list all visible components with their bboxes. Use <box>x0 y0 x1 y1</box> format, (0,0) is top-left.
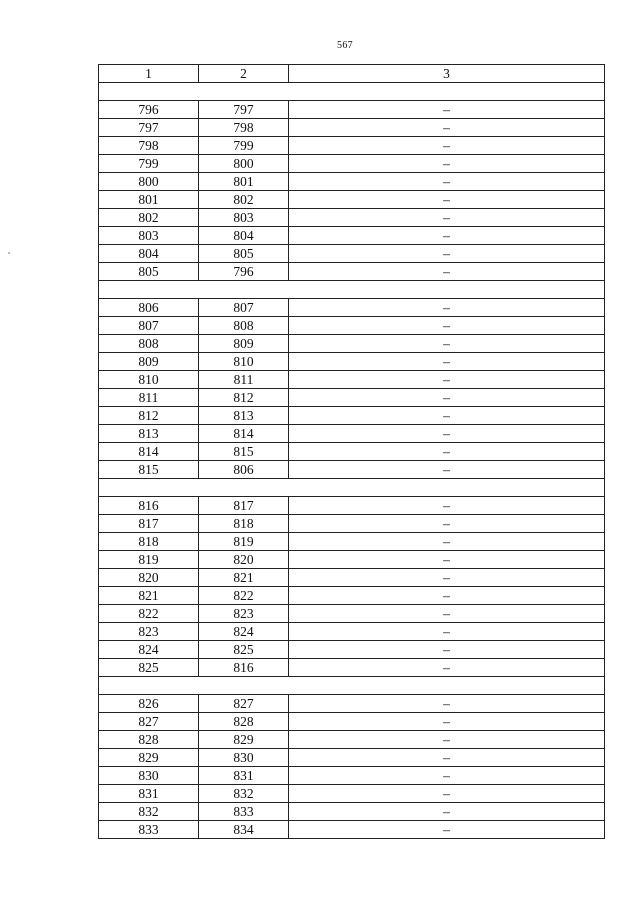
cell-col-1: 796 <box>99 101 199 119</box>
cell-col-3: – <box>289 569 605 587</box>
cell-col-1: 825 <box>99 659 199 677</box>
cell-col-1: 827 <box>99 713 199 731</box>
cell-col-3: – <box>289 209 605 227</box>
cell-col-3: – <box>289 623 605 641</box>
cell-col-2: 802 <box>199 191 289 209</box>
cell-col-3: – <box>289 263 605 281</box>
cell-col-2: 823 <box>199 605 289 623</box>
cell-col-1: 799 <box>99 155 199 173</box>
cell-col-2: 796 <box>199 263 289 281</box>
cell-col-2: 822 <box>199 587 289 605</box>
table-row <box>99 335 605 353</box>
group-separator-cell <box>99 281 605 299</box>
cell-col-3: – <box>289 317 605 335</box>
group-separator-row <box>99 677 605 695</box>
cell-col-2: 820 <box>199 551 289 569</box>
cell-col-3: – <box>289 551 605 569</box>
table-row <box>99 407 605 425</box>
cell-col-3: – <box>289 461 605 479</box>
cell-col-2: 832 <box>199 785 289 803</box>
cell-col-1: 814 <box>99 443 199 461</box>
group-separator-row <box>99 281 605 299</box>
cell-col-2: 803 <box>199 209 289 227</box>
cell-col-2: 814 <box>199 425 289 443</box>
column-header-1: 1 <box>99 65 199 83</box>
group-separator-cell <box>99 479 605 497</box>
cell-col-2: 833 <box>199 803 289 821</box>
table-row <box>99 533 605 551</box>
group-separator-cell <box>99 677 605 695</box>
cell-col-3: – <box>289 137 605 155</box>
cell-col-2: 817 <box>199 497 289 515</box>
table-row <box>99 497 605 515</box>
cell-col-3: – <box>289 515 605 533</box>
cell-col-3: – <box>289 245 605 263</box>
cell-col-3: – <box>289 497 605 515</box>
table-row <box>99 119 605 137</box>
cell-col-1: 829 <box>99 749 199 767</box>
cell-col-2: 810 <box>199 353 289 371</box>
cell-col-3: – <box>289 119 605 137</box>
group-separator-cell <box>99 83 605 101</box>
scan-speck <box>8 252 10 254</box>
table-row <box>99 461 605 479</box>
cell-col-3: – <box>289 533 605 551</box>
cell-col-2: 808 <box>199 317 289 335</box>
cell-col-1: 831 <box>99 785 199 803</box>
cell-col-1: 811 <box>99 389 199 407</box>
cell-col-2: 819 <box>199 533 289 551</box>
cell-col-3: – <box>289 821 605 839</box>
cell-col-1: 802 <box>99 209 199 227</box>
document-sheet <box>98 64 604 839</box>
cell-col-1: 807 <box>99 317 199 335</box>
cell-col-2: 801 <box>199 173 289 191</box>
table-row <box>99 425 605 443</box>
group-separator-row <box>99 479 605 497</box>
cell-col-3: – <box>289 353 605 371</box>
cell-col-1: 832 <box>99 803 199 821</box>
table-row <box>99 443 605 461</box>
cell-col-1: 810 <box>99 371 199 389</box>
cell-col-1: 809 <box>99 353 199 371</box>
cell-col-1: 817 <box>99 515 199 533</box>
cell-col-3: – <box>289 785 605 803</box>
cell-col-1: 812 <box>99 407 199 425</box>
cell-col-1: 816 <box>99 497 199 515</box>
cell-col-1: 815 <box>99 461 199 479</box>
cell-col-3: – <box>289 713 605 731</box>
cell-col-1: 800 <box>99 173 199 191</box>
table-row <box>99 173 605 191</box>
table-row <box>99 695 605 713</box>
cell-col-3: – <box>289 335 605 353</box>
cell-col-1: 826 <box>99 695 199 713</box>
table-row <box>99 749 605 767</box>
table-row <box>99 767 605 785</box>
cell-col-3: – <box>289 749 605 767</box>
cell-col-1: 822 <box>99 605 199 623</box>
cell-col-1: 798 <box>99 137 199 155</box>
table-row <box>99 515 605 533</box>
table-row <box>99 605 605 623</box>
cell-col-1: 823 <box>99 623 199 641</box>
table-row <box>99 227 605 245</box>
header-row <box>99 65 605 83</box>
cell-col-3: – <box>289 587 605 605</box>
cell-col-3: – <box>289 191 605 209</box>
cell-col-2: 834 <box>199 821 289 839</box>
cell-col-3: – <box>289 695 605 713</box>
cell-col-3: – <box>289 101 605 119</box>
cell-col-1: 797 <box>99 119 199 137</box>
cell-col-2: 807 <box>199 299 289 317</box>
cell-col-1: 819 <box>99 551 199 569</box>
cell-col-2: 829 <box>199 731 289 749</box>
table-row <box>99 317 605 335</box>
cell-col-3: – <box>289 407 605 425</box>
table-row <box>99 623 605 641</box>
page-number: 567 <box>337 40 353 51</box>
table-row <box>99 209 605 227</box>
cell-col-2: 831 <box>199 767 289 785</box>
table-row <box>99 587 605 605</box>
table-row <box>99 263 605 281</box>
cell-col-1: 824 <box>99 641 199 659</box>
cell-col-3: – <box>289 767 605 785</box>
cell-col-1: 804 <box>99 245 199 263</box>
cell-col-2: 828 <box>199 713 289 731</box>
cell-col-1: 818 <box>99 533 199 551</box>
cell-col-2: 825 <box>199 641 289 659</box>
cell-col-1: 813 <box>99 425 199 443</box>
cell-col-3: – <box>289 803 605 821</box>
cell-col-1: 828 <box>99 731 199 749</box>
cell-col-2: 818 <box>199 515 289 533</box>
table-row <box>99 713 605 731</box>
table-row <box>99 353 605 371</box>
cell-col-2: 811 <box>199 371 289 389</box>
cell-col-2: 815 <box>199 443 289 461</box>
table-row <box>99 569 605 587</box>
cell-col-2: 813 <box>199 407 289 425</box>
cell-col-2: 812 <box>199 389 289 407</box>
cell-col-3: – <box>289 389 605 407</box>
cell-col-3: – <box>289 605 605 623</box>
data-table <box>98 64 605 839</box>
cell-col-1: 803 <box>99 227 199 245</box>
cell-col-1: 833 <box>99 821 199 839</box>
cell-col-2: 799 <box>199 137 289 155</box>
cell-col-1: 830 <box>99 767 199 785</box>
cell-col-3: – <box>289 371 605 389</box>
table-row <box>99 551 605 569</box>
table-row <box>99 137 605 155</box>
cell-col-3: – <box>289 443 605 461</box>
table-row <box>99 659 605 677</box>
cell-col-3: – <box>289 425 605 443</box>
table-row <box>99 821 605 839</box>
cell-col-2: 797 <box>199 101 289 119</box>
cell-col-2: 821 <box>199 569 289 587</box>
cell-col-1: 808 <box>99 335 199 353</box>
table-row <box>99 101 605 119</box>
cell-col-3: – <box>289 659 605 677</box>
table-row <box>99 191 605 209</box>
cell-col-2: 804 <box>199 227 289 245</box>
cell-col-2: 805 <box>199 245 289 263</box>
table-row <box>99 371 605 389</box>
cell-col-3: – <box>289 299 605 317</box>
table-row <box>99 785 605 803</box>
table-row <box>99 155 605 173</box>
cell-col-3: – <box>289 731 605 749</box>
cell-col-2: 816 <box>199 659 289 677</box>
table-row <box>99 803 605 821</box>
table-row <box>99 731 605 749</box>
column-header-2: 2 <box>199 65 289 83</box>
table-row <box>99 389 605 407</box>
cell-col-3: – <box>289 227 605 245</box>
cell-col-3: – <box>289 173 605 191</box>
cell-col-2: 827 <box>199 695 289 713</box>
cell-col-2: 800 <box>199 155 289 173</box>
cell-col-1: 821 <box>99 587 199 605</box>
cell-col-3: – <box>289 155 605 173</box>
table-row <box>99 299 605 317</box>
table-row <box>99 641 605 659</box>
cell-col-2: 806 <box>199 461 289 479</box>
cell-col-1: 801 <box>99 191 199 209</box>
cell-col-1: 805 <box>99 263 199 281</box>
group-separator-row <box>99 83 605 101</box>
cell-col-1: 806 <box>99 299 199 317</box>
column-header-3: 3 <box>289 65 605 83</box>
cell-col-3: – <box>289 641 605 659</box>
cell-col-2: 798 <box>199 119 289 137</box>
table-body <box>99 83 605 839</box>
cell-col-2: 830 <box>199 749 289 767</box>
cell-col-1: 820 <box>99 569 199 587</box>
cell-col-2: 809 <box>199 335 289 353</box>
table-row <box>99 245 605 263</box>
cell-col-2: 824 <box>199 623 289 641</box>
